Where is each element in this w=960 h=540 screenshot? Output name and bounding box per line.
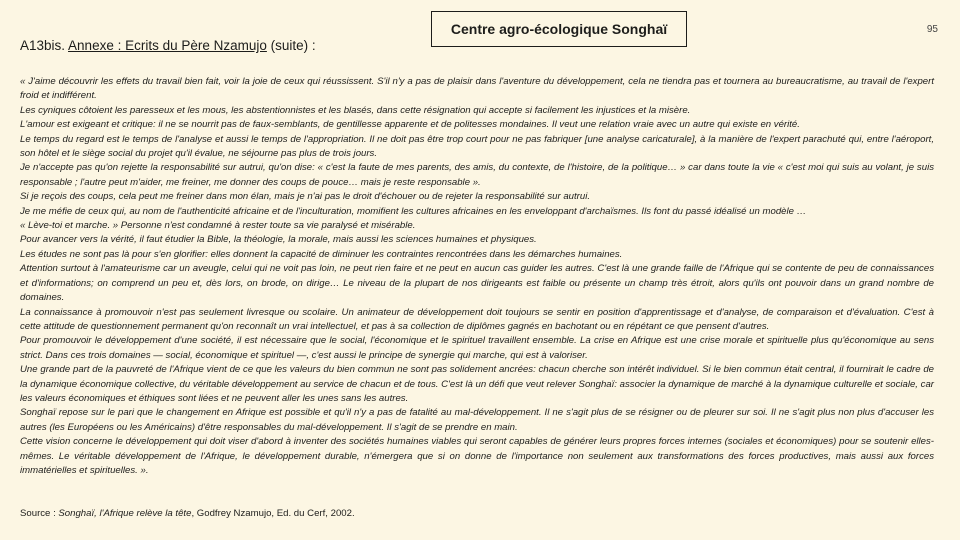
paragraph: L'amour est exigeant et critique: il ne se nourrit pas de faux-semblants, de gentillesse apparente et de politesses mondaines. Il veut une relation vraie avec un autre qui existe en vérité.	[20, 119, 800, 131]
paragraph: Si je reçois des coups, cela peut me freiner dans mon élan, mais je n'ai pas le droit d'échouer ou de rejeter la responsabilité sur autrui.	[20, 191, 591, 203]
paragraph: « Lève-toi et marche. » Personne n'est condamné à rester toute sa vie paralysé et misérable.	[20, 220, 416, 232]
slide-title-prefix: A13bis.	[20, 38, 69, 53]
paragraph: Les cyniques côtoient les paresseux et les mous, les abstentionnistes et les blasés, dans cette résignation qui accepte si facilement les injustices et la misère.	[20, 104, 691, 116]
paragraph: Je me méfie de ceux qui, au nom de l'authenticité africaine et de l'inculturation, momifient les cultures africaines en les enveloppant d'archaïsmes. Ils font du passé idéalisé un modèle …	[20, 205, 807, 217]
source-citation	[20, 508, 355, 519]
paragraph: Songhaï repose sur le pari que le changement en Afrique est possible et qu'il n'y a pas de fatalité au mal-développement. Il ne s'agit plus de se résigner ou de pleurer sur soi. Il ne s'agit plus non plus d'accuser les autres (les Européens ou les Américains) d'être responsables du mal-développement. Il s'agit de se prendre en main.	[20, 407, 934, 433]
source-details: , Godfrey Nzamujo, Ed. du Cerf, 2002.	[191, 508, 355, 519]
paragraph: Pour avancer vers la vérité, il faut étudier la Bible, la théologie, la morale, mais aussi les sciences humaines et physiques.	[20, 234, 537, 246]
paragraph: Pour promouvoir le développement d'une société, il est nécessaire que le social, l'économique et le spirituel travaillent ensemble. La crise en Afrique est une crise morale et spirituelle plus qu'économique au sens strict. Dans ces trois domaines — social, économique et spirituel —, c'est aussi le principe de synergie qui marche, qui est à valoriser.	[20, 335, 934, 361]
source-label: Source :	[20, 508, 59, 519]
paragraph: « J'aime découvrir les effets du travail bien fait, voir la joie de ceux qui réussissent. S'il n'y a pas de plaisir dans l'aventure du développement, cela ne tiendra pas et tournera au bureaucratisme, au travail de l'expert froid et indifférent.	[20, 76, 934, 102]
slide-title	[20, 38, 316, 53]
quote-body	[20, 75, 934, 478]
paragraph: Cette vision concerne le développement qui doit viser d'abord à inventer des sociétés humaines viables qui seront capables de générer leurs propres forces internes (sociales et économiques) pour se soutenir elles-mêmes. Le véritable développement de l'Afrique, le développement durable, n'émergera que si on donne de l'importance non seulement aux transformations des forces productives, mais aussi aux forces immatérielles et spirituelles. ».	[20, 436, 934, 476]
paragraph: Les études ne sont pas là pour s'en glorifier: elles donnent la capacité de diminuer les contraintes rencontrées dans les démarches humaines.	[20, 248, 623, 260]
paragraph: La connaissance à promouvoir n'est pas seulement livresque ou scolaire. Un animateur de développement doit toujours se sentir en position d'apprentissage et d'analyse, de comparaison et d'évaluation. C'est à cette attitude de questionnement permanent qu'on reconnaît un vrai intellectuel, et pas à sa collection de diplômes gagnés en bachotant ou en répétant ce que pensent d'autres.	[20, 306, 934, 332]
slide-title-suffix: (suite) :	[266, 38, 316, 53]
header-box	[431, 11, 687, 47]
header-box-label: Centre agro-écologique Songhaï	[450, 21, 668, 37]
paragraph: Attention surtout à l'amateurisme car un aveugle, celui qui ne voit pas loin, ne peut rien faire et ne peut en aucun cas guider les autres. C'est là une grande faille de l'Afrique qui se contente de peu de connaissances et d'informations; on comprend un peu et, dès lors, on brode, on dirige… Le niveau de la plupart de nos dirigeants est faible ou présente un champ très étroit, alors qu'ils ont pouvoir dans un grand nombre de domaines.	[20, 263, 934, 304]
slide-title-underlined: Annexe : Ecrits du Père Nzamujo	[68, 38, 267, 53]
page-number: 95	[926, 24, 938, 35]
paragraph: Je n'accepte pas qu'on rejette la responsabilité sur autrui, qu'on dise: « c'est la faute de mes parents, des amis, du contexte, de l'histoire, de la politique… » car dans toute la vie « c'est moi qui suis au volant, je suis responsable ; l'autre peut m'aider, me freiner, me donner des coups de pouce… mais je reste responsable ».	[20, 162, 934, 188]
paragraph: Le temps du regard est le temps de l'analyse et aussi le temps de l'appropriation. Il ne doit pas être trop court pour ne pas fabriquer [une analyse caricaturale], à la manière de l'expert parachuté qui, entre l'aéroport, son hôtel et le siège social du projet qu'il évalue, ne séjourne pas plus de trois jours.	[20, 133, 934, 160]
paragraph: Une grande part de la pauvreté de l'Afrique vient de ce que les valeurs du bien commun ne sont pas solidement ancrées: chacun cherche son intérêt individuel. Si le bien commun était central, il fournirait le cadre de la dynamique économique collective, du véritable développement au service de chacun et de tous. C'est là un défi que veut relever Songhaï: associer la dynamique de marché à la dynamique culturelle et sociale, car les valeurs économiques et éthiques sont liées et ne peuvent aller les unes sans les autres.	[20, 364, 934, 404]
source-book-title: Songhaï, l'Afrique relève la tête	[58, 508, 192, 519]
